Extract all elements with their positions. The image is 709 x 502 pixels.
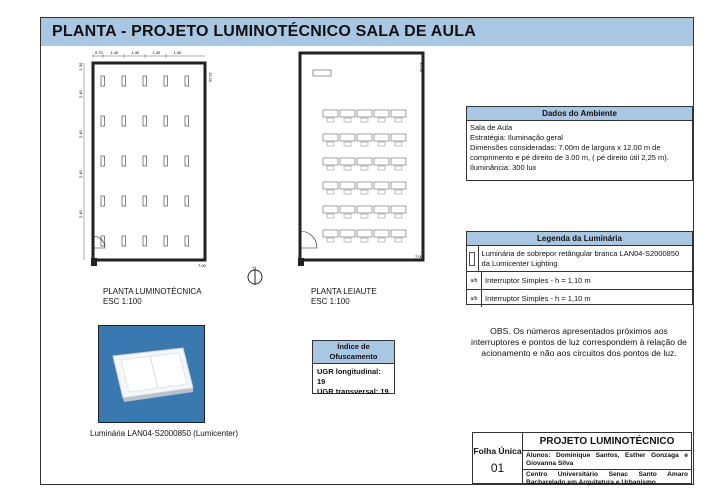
luminaire-symbol bbox=[143, 236, 147, 246]
desk bbox=[357, 134, 372, 146]
lighting-plan bbox=[72, 48, 222, 278]
luminaire-symbol bbox=[122, 236, 126, 246]
legend-box bbox=[466, 231, 693, 305]
desk bbox=[357, 110, 372, 122]
desk bbox=[357, 182, 372, 194]
luminaire-symbol bbox=[185, 236, 189, 246]
legend-row: Luminária de sobrepor retângular branca LAN04-S2000850 da Lumicenter Lighting bbox=[467, 245, 692, 271]
luminaire-symbol bbox=[143, 116, 147, 126]
switch-symbol-icon: a/b bbox=[467, 272, 482, 289]
room-walls bbox=[300, 53, 423, 260]
luminaire-symbol bbox=[122, 76, 126, 86]
desk bbox=[323, 182, 338, 194]
desk bbox=[391, 230, 406, 242]
luminaire-symbol bbox=[122, 196, 126, 206]
luminaire-symbol bbox=[101, 76, 105, 86]
luminaire-symbol bbox=[185, 156, 189, 166]
environment-title: Dados do Ambiente bbox=[467, 107, 692, 121]
luminaire-symbol bbox=[122, 116, 126, 126]
luminaire-symbol bbox=[164, 236, 168, 246]
glare-index-box: Índice de Ofuscamento UGR longitudinal: 19 UGR transversal: 19 bbox=[312, 340, 395, 394]
desk bbox=[340, 206, 355, 218]
legend-row: a/b Interruptor Simples - h = 1,10 m bbox=[467, 289, 692, 307]
dim-label: 1.40 bbox=[110, 50, 119, 55]
luminaire-symbol bbox=[164, 76, 168, 86]
desk bbox=[374, 230, 389, 242]
desk bbox=[340, 134, 355, 146]
svg-text:N: N bbox=[253, 265, 256, 270]
teacher-desk bbox=[313, 70, 331, 76]
desk bbox=[323, 230, 338, 242]
desk bbox=[374, 182, 389, 194]
env-line: Estratégia: Iluminação geral bbox=[470, 133, 563, 142]
luminaire-symbol bbox=[185, 116, 189, 126]
sheet-label: Folha Única bbox=[473, 446, 522, 456]
dim-label: 2.40 bbox=[78, 90, 83, 98]
sheet-number: 01 bbox=[490, 461, 505, 475]
desk bbox=[374, 110, 389, 122]
desk bbox=[357, 230, 372, 242]
svg-text:12.00: 12.00 bbox=[419, 62, 424, 73]
legend-row: a/b Interruptor Simples - h = 1,10 m bbox=[467, 271, 692, 289]
desk bbox=[391, 110, 406, 122]
dim-label: 1.40 bbox=[173, 50, 182, 55]
title-block bbox=[472, 432, 692, 484]
desk bbox=[357, 158, 372, 170]
students: Alunos: Dominique Santos, Esther Gonzaga e Giovanna Silva bbox=[526, 452, 688, 467]
dim-label: 0.70 bbox=[95, 50, 103, 55]
desk bbox=[340, 230, 355, 242]
desk bbox=[323, 206, 338, 218]
desk bbox=[391, 182, 406, 194]
desk bbox=[374, 158, 389, 170]
luminaire-photo bbox=[98, 325, 205, 423]
photo-caption: Luminária LAN04-S2000850 (Lumicenter) bbox=[90, 429, 239, 438]
desk bbox=[391, 206, 406, 218]
environment-data-box bbox=[466, 106, 693, 181]
luminaire-symbol bbox=[164, 116, 168, 126]
env-line: Dimensões consideradas: 7.00m de largura x 12.00 m de comprimento e pé direito de 3.00 m, ( pé direito útil 2,25 m). bbox=[470, 143, 669, 162]
desk bbox=[391, 158, 406, 170]
desk bbox=[340, 158, 355, 170]
dim-label: 2.40 bbox=[78, 170, 83, 178]
layout-plan-label: PLANTA LEIAUTE ESC 1:100 bbox=[311, 287, 377, 306]
sheet-title: PLANTA - PROJETO LUMINOTÉCNICO SALA DE AULA bbox=[41, 18, 693, 46]
project-title: PROJETO LUMINOTÉCNICO bbox=[523, 433, 691, 451]
glare-title: Índice de Ofuscamento bbox=[313, 341, 394, 364]
svg-text:12.00: 12.00 bbox=[208, 72, 213, 83]
svg-text:7.00: 7.00 bbox=[415, 254, 423, 259]
desk bbox=[374, 134, 389, 146]
luminaire-symbol bbox=[164, 196, 168, 206]
desk bbox=[323, 110, 338, 122]
north-arrow-icon bbox=[246, 265, 264, 287]
luminaire-symbol bbox=[185, 196, 189, 206]
luminaire-symbol bbox=[143, 196, 147, 206]
dim-label: 1.30 bbox=[78, 62, 83, 71]
desk bbox=[340, 110, 355, 122]
desk bbox=[391, 134, 406, 146]
desk bbox=[340, 182, 355, 194]
observation-note: OBS. Os números apresentados próximos aos interruptores e pontos de luz correspondem à relação de acionamento e não aos circuitos dos pontos de luz. bbox=[471, 326, 687, 358]
luminaire-symbol bbox=[164, 156, 168, 166]
desk bbox=[323, 134, 338, 146]
luminaire-symbol bbox=[122, 156, 126, 166]
institution: Centro Universitário Senac Santo Amaro Bacharelado em Arquitetura e Urbanismo bbox=[523, 469, 691, 488]
lighting-plan-label: PLANTA LUMINOTÉCNICA ESC 1:100 bbox=[103, 287, 202, 306]
luminaire-symbol bbox=[101, 156, 105, 166]
luminaire-symbol bbox=[143, 76, 147, 86]
svg-text:7.00: 7.00 bbox=[198, 263, 206, 268]
env-line: Sala de Aula bbox=[470, 123, 513, 132]
luminaire-symbol bbox=[143, 156, 147, 166]
dim-label: 2.40 bbox=[78, 130, 83, 138]
env-line: Iluminância: 300 lux bbox=[470, 163, 537, 172]
switch-symbol-icon: a/b bbox=[467, 290, 482, 307]
legend-title: Legenda da Luminária bbox=[467, 232, 692, 245]
luminaire-symbol bbox=[101, 196, 105, 206]
dim-label: 1.40 bbox=[152, 50, 161, 55]
door-swing bbox=[300, 231, 317, 248]
desk bbox=[357, 206, 372, 218]
desk bbox=[374, 206, 389, 218]
luminaire-symbol-icon bbox=[467, 246, 479, 271]
room-walls bbox=[93, 63, 205, 260]
luminaire-symbol bbox=[101, 116, 105, 126]
dim-label: 2.40 bbox=[78, 210, 83, 218]
luminaire-symbol bbox=[185, 76, 189, 86]
desk bbox=[323, 158, 338, 170]
dim-label: 1.40 bbox=[131, 50, 140, 55]
layout-plan bbox=[289, 48, 439, 278]
